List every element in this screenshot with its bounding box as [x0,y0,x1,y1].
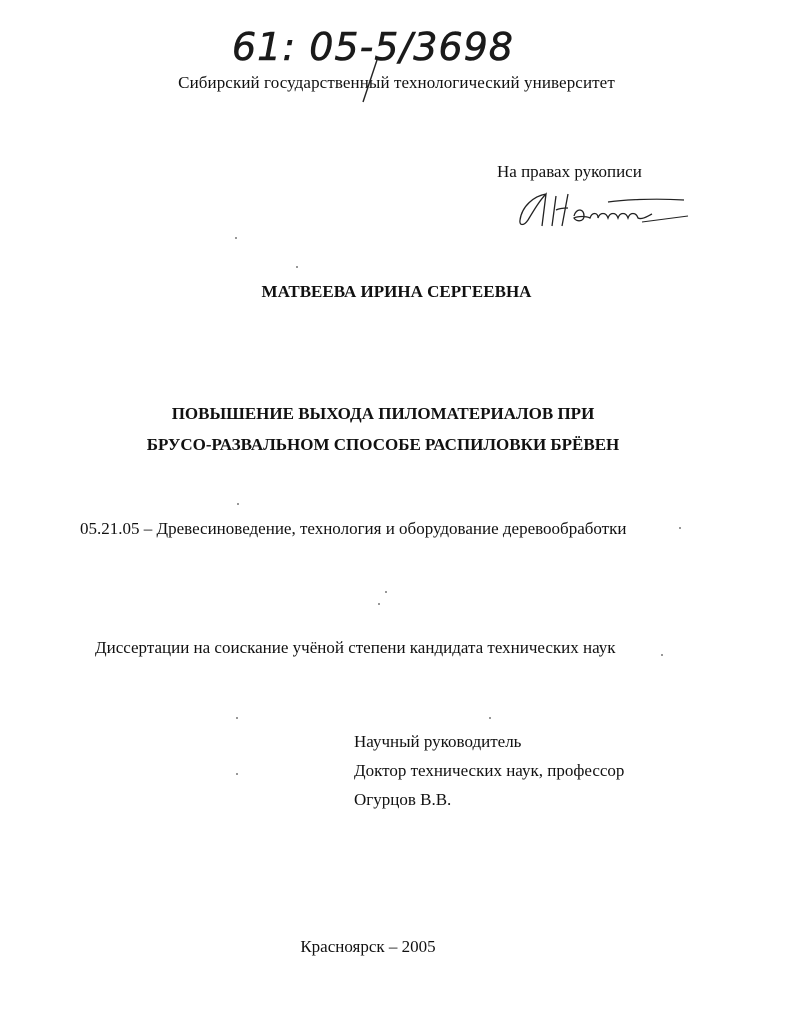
scan-speck [385,591,387,593]
scan-speck [679,527,681,529]
signature [512,186,692,232]
supervisor-name: Огурцов В.В. [354,790,452,809]
scan-speck [489,717,491,719]
scan-speck [236,773,238,775]
degree-statement: Диссертации на соискание учёной степени кандидата технических наук [95,638,616,657]
city-year: Красноярск – 2005 [300,937,436,956]
specialty-code: 05.21.05 – Древесиноведение, технология и оборудование деревообработки [80,519,627,538]
university-name: Сибирский государственный технологический университет [178,73,615,92]
scan-speck [661,654,663,656]
pen-stroke [360,58,380,104]
scan-speck [296,266,298,268]
author-name: МАТВЕЕВА ИРИНА СЕРГЕЕВНА [261,282,532,301]
scan-speck [237,503,239,505]
supervisor-rank: Доктор технических наук, профессор [354,761,625,780]
scan-speck [378,603,380,605]
manuscript-notice: На правах рукописи [497,162,642,181]
title-line-2: БРУСО-РАЗВАЛЬНОМ СПОСОБЕ РАСПИЛОВКИ БРЁВЕН [146,435,620,454]
dissertation-title [0,398,766,460]
supervisor-block [354,727,624,814]
supervisor-role: Научный руководитель [354,732,522,751]
scan-speck [235,237,237,239]
scan-speck [236,717,238,719]
archive-code-text: 61: 05-5/3698 [232,25,514,69]
title-line-1: ПОВЫШЕНИЕ ВЫХОДА ПИЛОМАТЕРИАЛОВ ПРИ [171,404,595,423]
